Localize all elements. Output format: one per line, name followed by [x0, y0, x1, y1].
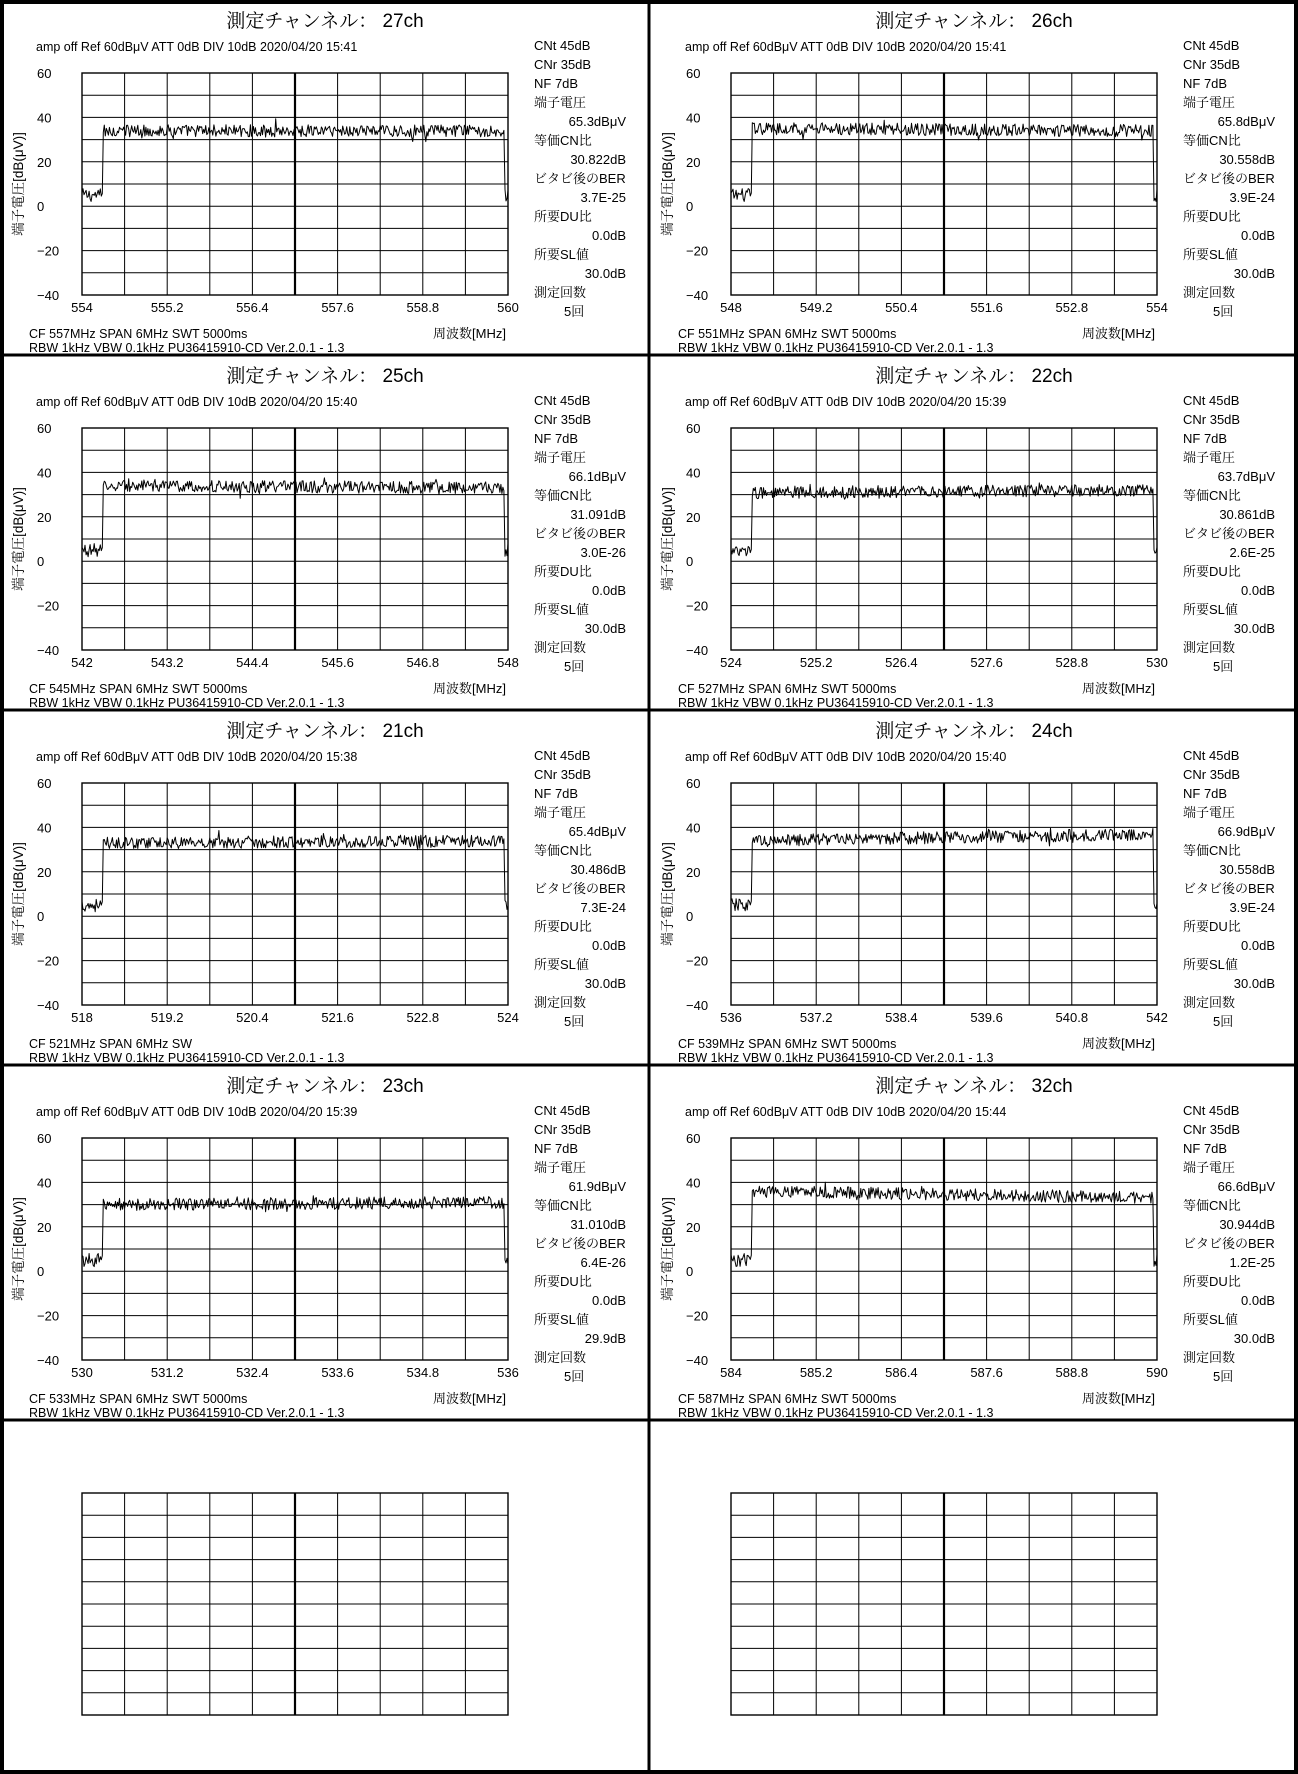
panel-27ch-count-value: 5回 [564, 304, 585, 319]
panel-23ch-y-tick: 20 [37, 1219, 52, 1235]
panel-24ch [659, 720, 1275, 1065]
panel-21ch-x-tick: 522.8 [406, 1010, 440, 1025]
panel-23ch-y-axis-label: 端子電圧[dB(μV)] [11, 1197, 26, 1301]
panel-27ch-header-settings: amp off Ref 60dBμV ATT 0dB DIV 10dB 2020/04/20 15:41 [36, 40, 358, 54]
panel-24ch-y-tick: 60 [686, 776, 701, 791]
panel-21ch-nf-label: NF 7dB [534, 786, 579, 801]
panel-24ch-header-settings: amp off Ref 60dBμV ATT 0dB DIV 10dB 2020/04/20 15:40 [685, 750, 1007, 764]
panel-23ch-cnr-label: CNr 35dB [534, 1122, 592, 1137]
panel-32ch-sl-label: 所要SL値 [1183, 1312, 1238, 1327]
panel-25ch-count-label: 測定回数 [534, 640, 587, 655]
panel-23ch-x-tick: 532.4 [236, 1365, 269, 1380]
panel-27ch-du-value: 0.0dB [592, 228, 626, 243]
panel-27ch-x-tick: 555.2 [150, 300, 184, 315]
panel-27ch-voltage-label: 端子電圧 [534, 95, 587, 110]
panel-32ch-ber-value: 1.2E-25 [1229, 1255, 1275, 1270]
panel-22ch-y-axis-label: 端子電圧[dB(μV)] [660, 487, 675, 591]
panel-23ch-nf-label: NF 7dB [534, 1141, 579, 1156]
panel-22ch-cnr-label: CNr 35dB [1183, 412, 1241, 427]
panel-25ch-du-value: 0.0dB [592, 583, 626, 598]
panel-22ch-ber-label: ビタビ後のBER [1183, 526, 1275, 541]
panel-25ch-x-tick: 546.8 [406, 655, 440, 670]
panel-22ch-cnt-label: CNt 45dB [1183, 393, 1240, 408]
panel-24ch-y-tick: 20 [686, 864, 701, 880]
panel-24ch-y-axis-label: 端子電圧[dB(μV)] [660, 842, 675, 946]
panel-25ch-du-label: 所要DU比 [534, 564, 592, 579]
panel-24ch-x-axis-label: 周波数[MHz] [1082, 1036, 1155, 1051]
panel-24ch-cn-value: 30.558dB [1219, 862, 1275, 877]
panel-32ch-y-axis-label: 端子電圧[dB(μV)] [660, 1197, 675, 1301]
panel-21ch-y-tick: 20 [37, 864, 52, 880]
panel-24ch-ber-label: ビタビ後のBER [1183, 881, 1275, 896]
panel-26ch-y-tick: 40 [686, 110, 701, 126]
panel-27ch-sl-label: 所要SL値 [534, 247, 589, 262]
panel-32ch-y-tick: 20 [686, 1219, 701, 1235]
panel-32ch-y-tick: 40 [686, 1175, 701, 1191]
panel-32ch-footer-sweep: CF 587MHz SPAN 6MHz SWT 5000ms [678, 1392, 897, 1406]
panel-32ch-cn-value: 30.944dB [1219, 1217, 1275, 1232]
panel-24ch-voltage-label: 端子電圧 [1183, 805, 1236, 820]
panel-21ch-voltage-value: 65.4dBμV [568, 824, 626, 839]
panel-25ch-count-value: 5回 [564, 659, 585, 674]
panel-26ch-x-tick: 548 [720, 300, 742, 315]
panel-32ch-x-tick: 588.8 [1055, 1365, 1089, 1380]
panel-26ch-nf-label: NF 7dB [1183, 76, 1228, 91]
panel-23ch-x-tick: 534.8 [406, 1365, 440, 1380]
panel-32ch-cn-label: 等価CN比 [1183, 1198, 1241, 1213]
panel-32ch-du-label: 所要DU比 [1183, 1274, 1241, 1289]
panel-26ch-voltage-value: 65.8dBμV [1217, 114, 1275, 129]
panel-32ch-voltage-value: 66.6dBμV [1217, 1179, 1275, 1194]
panel-24ch-y-tick: −40 [686, 998, 709, 1013]
panel-25ch-voltage-value: 66.1dBμV [568, 469, 626, 484]
panel-25ch-nf-label: NF 7dB [534, 431, 579, 446]
panel-32ch-plot-grid [731, 1138, 1157, 1360]
panel-24ch-x-tick: 540.8 [1055, 1010, 1089, 1025]
panel-24ch-x-tick: 538.4 [885, 1010, 918, 1025]
panel-23ch-cn-value: 31.010dB [570, 1217, 626, 1232]
panel-23ch-cnt-label: CNt 45dB [534, 1103, 591, 1118]
panel-22ch-du-value: 0.0dB [1241, 583, 1275, 598]
panel-27ch-count-label: 測定回数 [534, 285, 587, 300]
panel-23ch-voltage-label: 端子電圧 [534, 1160, 587, 1175]
panel-23ch-x-tick: 533.6 [321, 1365, 354, 1380]
panel-24ch-sl-label: 所要SL値 [1183, 957, 1238, 972]
panel-21ch-title: 測定チャンネル： 21ch [226, 721, 424, 742]
panel-23ch-y-tick: −40 [37, 1353, 60, 1368]
panel-26ch-du-label: 所要DU比 [1183, 209, 1241, 224]
panel-23ch [10, 1075, 626, 1420]
panel-21ch-cn-label: 等価CN比 [534, 843, 592, 858]
panel-21ch-header-settings: amp off Ref 60dBμV ATT 0dB DIV 10dB 2020/04/20 15:38 [36, 750, 358, 764]
panel-27ch-y-tick: 60 [37, 66, 52, 81]
panel-25ch-y-tick: 20 [37, 509, 52, 525]
panel-24ch-sl-value: 30.0dB [1233, 976, 1275, 991]
panel-23ch-y-tick: −20 [37, 1308, 60, 1324]
panel-23ch-x-axis-label: 周波数[MHz] [433, 1391, 506, 1406]
panel-25ch-x-axis-label: 周波数[MHz] [433, 681, 506, 696]
panel-25ch-cnr-label: CNr 35dB [534, 412, 592, 427]
panel-25ch-voltage-label: 端子電圧 [534, 450, 587, 465]
panel-23ch-x-tick: 531.2 [150, 1365, 184, 1380]
panel-32ch-sl-value: 30.0dB [1233, 1331, 1275, 1346]
panel-26ch-x-axis-label: 周波数[MHz] [1082, 326, 1155, 341]
panel-32ch-footer-version: RBW 1kHz VBW 0.1kHz PU36415910-CD Ver.2.0.1 - 1.3 [678, 1406, 994, 1420]
panel-27ch-y-tick: −20 [37, 243, 60, 259]
panel-23ch-title: 測定チャンネル： 23ch [226, 1076, 424, 1097]
panel-27ch-cn-label: 等価CN比 [534, 133, 592, 148]
panel-32ch-ber-label: ビタビ後のBER [1183, 1236, 1275, 1251]
panel-32ch-y-tick: 60 [686, 1131, 701, 1146]
panel-27ch [10, 10, 626, 355]
empty-panel-left [82, 1493, 508, 1715]
panel-32ch-y-tick: 0 [686, 1264, 694, 1280]
panel-22ch-count-label: 測定回数 [1183, 640, 1236, 655]
panel-22ch-y-tick: −20 [686, 598, 709, 614]
panel-25ch-title: 測定チャンネル： 25ch [226, 366, 424, 387]
panel-26ch-ber-label: ビタビ後のBER [1183, 171, 1275, 186]
panel-27ch-footer-sweep: CF 557MHz SPAN 6MHz SWT 5000ms [29, 327, 248, 341]
panel-21ch-du-value: 0.0dB [592, 938, 626, 953]
panel-32ch-count-label: 測定回数 [1183, 1350, 1236, 1365]
panel-25ch-cn-value: 31.091dB [570, 507, 626, 522]
panel-24ch-title: 測定チャンネル： 24ch [875, 721, 1073, 742]
panel-22ch-x-tick: 525.2 [799, 655, 833, 670]
panel-22ch-sl-label: 所要SL値 [1183, 602, 1238, 617]
panel-27ch-cnt-label: CNt 45dB [534, 38, 591, 53]
panel-21ch-voltage-label: 端子電圧 [534, 805, 587, 820]
panel-32ch-x-axis-label: 周波数[MHz] [1082, 1391, 1155, 1406]
panel-26ch-x-tick: 554 [1146, 300, 1168, 315]
panel-25ch-x-tick: 543.2 [150, 655, 184, 670]
panel-22ch-x-tick: 528.8 [1055, 655, 1089, 670]
panel-24ch-voltage-value: 66.9dBμV [1217, 824, 1275, 839]
panel-26ch-cnr-label: CNr 35dB [1183, 57, 1241, 72]
panel-25ch [10, 365, 626, 710]
panel-26ch-header-settings: amp off Ref 60dBμV ATT 0dB DIV 10dB 2020/04/20 15:41 [685, 40, 1007, 54]
panel-22ch-y-tick: 60 [686, 421, 701, 436]
panel-21ch-y-tick: 60 [37, 776, 52, 791]
panel-23ch-du-value: 0.0dB [592, 1293, 626, 1308]
panel-32ch-cnt-label: CNt 45dB [1183, 1103, 1240, 1118]
panel-26ch-ber-value: 3.9E-24 [1229, 190, 1275, 205]
panel-21ch-x-tick: 520.4 [236, 1010, 269, 1025]
panel-22ch-ber-value: 2.6E-25 [1229, 545, 1275, 560]
panel-27ch-y-tick: 20 [37, 154, 52, 170]
panel-26ch-x-tick: 552.8 [1055, 300, 1089, 315]
panel-27ch-title: 測定チャンネル： 27ch [226, 11, 424, 32]
panel-27ch-footer-version: RBW 1kHz VBW 0.1kHz PU36415910-CD Ver.2.0.1 - 1.3 [29, 341, 345, 355]
panel-27ch-cn-value: 30.822dB [570, 152, 626, 167]
panel-26ch-sl-label: 所要SL値 [1183, 247, 1238, 262]
panel-23ch-x-tick: 536 [497, 1365, 519, 1380]
panel-26ch-du-value: 0.0dB [1241, 228, 1275, 243]
panel-22ch-voltage-value: 63.7dBμV [1217, 469, 1275, 484]
panel-32ch-nf-label: NF 7dB [1183, 1141, 1228, 1156]
panel-24ch-cnt-label: CNt 45dB [1183, 748, 1240, 763]
panel-25ch-y-tick: 0 [37, 554, 45, 570]
panel-22ch-x-axis-label: 周波数[MHz] [1082, 681, 1155, 696]
panel-21ch-footer-sweep: CF 521MHz SPAN 6MHz SW [29, 1037, 192, 1051]
panel-26ch-plot-grid [731, 73, 1157, 295]
panel-32ch-x-tick: 586.4 [885, 1365, 918, 1380]
panel-23ch-ber-label: ビタビ後のBER [534, 1236, 626, 1251]
panel-32ch-cnr-label: CNr 35dB [1183, 1122, 1241, 1137]
panel-27ch-nf-label: NF 7dB [534, 76, 579, 91]
panel-26ch-x-tick: 551.6 [970, 300, 1003, 315]
panel-26ch-voltage-label: 端子電圧 [1183, 95, 1236, 110]
panel-21ch-cn-value: 30.486dB [570, 862, 626, 877]
panel-25ch-ber-value: 3.0E-26 [580, 545, 626, 560]
panel-25ch-x-tick: 548 [497, 655, 519, 670]
panel-26ch-y-axis-label: 端子電圧[dB(μV)] [660, 132, 675, 236]
panel-21ch-y-tick: 0 [37, 909, 45, 925]
panel-26ch-count-value: 5回 [1213, 304, 1234, 319]
panel-21ch-du-label: 所要DU比 [534, 919, 592, 934]
panel-23ch-footer-version: RBW 1kHz VBW 0.1kHz PU36415910-CD Ver.2.0.1 - 1.3 [29, 1406, 345, 1420]
panel-26ch-y-tick: −20 [686, 243, 709, 259]
panel-21ch-y-axis-label: 端子電圧[dB(μV)] [11, 842, 26, 946]
panel-23ch-sl-label: 所要SL値 [534, 1312, 589, 1327]
panel-32ch-header-settings: amp off Ref 60dBμV ATT 0dB DIV 10dB 2020/04/20 15:44 [685, 1105, 1007, 1119]
panel-26ch-sl-value: 30.0dB [1233, 266, 1275, 281]
panel-25ch-y-axis-label: 端子電圧[dB(μV)] [11, 487, 26, 591]
panel-25ch-sl-value: 30.0dB [584, 621, 626, 636]
panel-27ch-plot-grid [82, 73, 508, 295]
panel-32ch-x-tick: 584 [720, 1365, 742, 1380]
panel-27ch-ber-label: ビタビ後のBER [534, 171, 626, 186]
panel-23ch-footer-sweep: CF 533MHz SPAN 6MHz SWT 5000ms [29, 1392, 248, 1406]
panel-27ch-y-tick: 0 [37, 199, 45, 215]
panel-24ch-y-tick: 40 [686, 820, 701, 836]
panel-27ch-y-tick: 40 [37, 110, 52, 126]
panel-21ch-count-value: 5回 [564, 1014, 585, 1029]
panel-22ch-voltage-label: 端子電圧 [1183, 450, 1236, 465]
panel-23ch-count-value: 5回 [564, 1369, 585, 1384]
panel-24ch-nf-label: NF 7dB [1183, 786, 1228, 801]
panel-25ch-y-tick: 60 [37, 421, 52, 436]
panel-23ch-ber-value: 6.4E-26 [580, 1255, 626, 1270]
panel-22ch-y-tick: −40 [686, 643, 709, 658]
panel-25ch-y-tick: −40 [37, 643, 60, 658]
panel-26ch-y-tick: 60 [686, 66, 701, 81]
panel-27ch-voltage-value: 65.3dBμV [568, 114, 626, 129]
panel-22ch-sl-value: 30.0dB [1233, 621, 1275, 636]
panel-21ch-plot-grid [82, 783, 508, 1005]
panel-21ch-cnr-label: CNr 35dB [534, 767, 592, 782]
panel-24ch-x-tick: 542 [1146, 1010, 1168, 1025]
panel-23ch-sl-value: 29.9dB [584, 1331, 626, 1346]
panel-24ch-ber-value: 3.9E-24 [1229, 900, 1275, 915]
panel-24ch-plot-grid [731, 783, 1157, 1005]
panel-32ch-count-value: 5回 [1213, 1369, 1234, 1384]
panel-24ch-footer-sweep: CF 539MHz SPAN 6MHz SWT 5000ms [678, 1037, 897, 1051]
panel-22ch-count-value: 5回 [1213, 659, 1234, 674]
panel-22ch-footer-sweep: CF 527MHz SPAN 6MHz SWT 5000ms [678, 682, 897, 696]
panel-27ch-cnr-label: CNr 35dB [534, 57, 592, 72]
panel-21ch-footer-version: RBW 1kHz VBW 0.1kHz PU36415910-CD Ver.2.0.1 - 1.3 [29, 1051, 345, 1065]
panel-24ch-du-value: 0.0dB [1241, 938, 1275, 953]
panel-32ch-x-tick: 590 [1146, 1365, 1168, 1380]
panel-26ch-cnt-label: CNt 45dB [1183, 38, 1240, 53]
panel-27ch-x-tick: 557.6 [321, 300, 354, 315]
panel-22ch-x-tick: 524 [720, 655, 742, 670]
panel-24ch-x-tick: 537.2 [799, 1010, 833, 1025]
panel-27ch-ber-value: 3.7E-25 [580, 190, 626, 205]
panel-26ch-footer-sweep: CF 551MHz SPAN 6MHz SWT 5000ms [678, 327, 897, 341]
panel-21ch-x-tick: 519.2 [150, 1010, 184, 1025]
panel-24ch-count-label: 測定回数 [1183, 995, 1236, 1010]
panel-23ch-count-label: 測定回数 [534, 1350, 587, 1365]
panel-22ch-y-tick: 40 [686, 465, 701, 481]
panel-25ch-x-tick: 545.6 [321, 655, 354, 670]
panel-21ch-cnt-label: CNt 45dB [534, 748, 591, 763]
panel-26ch-y-tick: 20 [686, 154, 701, 170]
panel-21ch-ber-label: ビタビ後のBER [534, 881, 626, 896]
panel-25ch-x-tick: 544.4 [236, 655, 269, 670]
panel-25ch-y-tick: −20 [37, 598, 60, 614]
panel-21ch-x-tick: 518 [71, 1010, 93, 1025]
panel-22ch-x-tick: 526.4 [885, 655, 918, 670]
panel-32ch-y-tick: −20 [686, 1308, 709, 1324]
panel-23ch-cn-label: 等価CN比 [534, 1198, 592, 1213]
panel-32ch [659, 1075, 1275, 1420]
panel-23ch-header-settings: amp off Ref 60dBμV ATT 0dB DIV 10dB 2020/04/20 15:39 [36, 1105, 358, 1119]
panel-26ch-cn-label: 等価CN比 [1183, 133, 1241, 148]
panel-23ch-y-tick: 40 [37, 1175, 52, 1191]
panel-27ch-x-tick: 556.4 [236, 300, 269, 315]
panel-24ch-du-label: 所要DU比 [1183, 919, 1241, 934]
panel-26ch-count-label: 測定回数 [1183, 285, 1236, 300]
panel-22ch-nf-label: NF 7dB [1183, 431, 1228, 446]
panel-22ch-title: 測定チャンネル： 22ch [875, 366, 1073, 387]
empty-panel-left-plot-grid [82, 1493, 508, 1715]
panel-21ch-y-tick: −40 [37, 998, 60, 1013]
panel-21ch-count-label: 測定回数 [534, 995, 587, 1010]
panel-24ch-count-value: 5回 [1213, 1014, 1234, 1029]
panel-24ch-y-tick: 0 [686, 909, 694, 925]
panel-25ch-plot-grid [82, 428, 508, 650]
panel-26ch-y-tick: 0 [686, 199, 694, 215]
panel-23ch-voltage-value: 61.9dBμV [568, 1179, 626, 1194]
panel-23ch-du-label: 所要DU比 [534, 1274, 592, 1289]
panel-25ch-x-tick: 542 [71, 655, 93, 670]
panel-21ch-x-tick: 524 [497, 1010, 519, 1025]
panel-22ch-header-settings: amp off Ref 60dBμV ATT 0dB DIV 10dB 2020/04/20 15:39 [685, 395, 1007, 409]
panel-27ch-x-tick: 558.8 [406, 300, 440, 315]
panel-22ch-y-tick: 20 [686, 509, 701, 525]
panel-27ch-y-tick: −40 [37, 288, 60, 303]
panel-22ch-du-label: 所要DU比 [1183, 564, 1241, 579]
panel-25ch-footer-sweep: CF 545MHz SPAN 6MHz SWT 5000ms [29, 682, 248, 696]
panel-24ch-cnr-label: CNr 35dB [1183, 767, 1241, 782]
panel-24ch-cn-label: 等価CN比 [1183, 843, 1241, 858]
panel-25ch-cnt-label: CNt 45dB [534, 393, 591, 408]
panel-22ch-x-tick: 530 [1146, 655, 1168, 670]
panel-26ch [659, 10, 1275, 355]
empty-panel-right [731, 1493, 1157, 1715]
panel-25ch-cn-label: 等価CN比 [534, 488, 592, 503]
panel-25ch-sl-label: 所要SL値 [534, 602, 589, 617]
panel-32ch-x-tick: 587.6 [970, 1365, 1003, 1380]
panel-24ch-y-tick: −20 [686, 953, 709, 969]
panel-27ch-x-axis-label: 周波数[MHz] [433, 326, 506, 341]
panel-32ch-x-tick: 585.2 [799, 1365, 833, 1380]
panel-22ch-cn-label: 等価CN比 [1183, 488, 1241, 503]
panel-32ch-title: 測定チャンネル： 32ch [875, 1076, 1073, 1097]
panel-22ch-y-tick: 0 [686, 554, 694, 570]
panel-26ch-x-tick: 549.2 [799, 300, 833, 315]
panel-22ch [659, 365, 1275, 710]
panel-26ch-footer-version: RBW 1kHz VBW 0.1kHz PU36415910-CD Ver.2.0.1 - 1.3 [678, 341, 994, 355]
panel-32ch-y-tick: −40 [686, 1353, 709, 1368]
empty-panel-right-plot-grid [731, 1493, 1157, 1715]
panel-21ch-y-tick: −20 [37, 953, 60, 969]
panel-22ch-footer-version: RBW 1kHz VBW 0.1kHz PU36415910-CD Ver.2.0.1 - 1.3 [678, 696, 994, 710]
panel-23ch-y-tick: 0 [37, 1264, 45, 1280]
panel-21ch-sl-value: 30.0dB [584, 976, 626, 991]
panel-32ch-voltage-label: 端子電圧 [1183, 1160, 1236, 1175]
panel-23ch-plot-grid [82, 1138, 508, 1360]
panel-24ch-x-tick: 539.6 [970, 1010, 1003, 1025]
panel-23ch-x-tick: 530 [71, 1365, 93, 1380]
panel-25ch-footer-version: RBW 1kHz VBW 0.1kHz PU36415910-CD Ver.2.0.1 - 1.3 [29, 696, 345, 710]
panel-21ch-sl-label: 所要SL値 [534, 957, 589, 972]
panel-26ch-x-tick: 550.4 [885, 300, 918, 315]
panel-32ch-du-value: 0.0dB [1241, 1293, 1275, 1308]
panel-26ch-cn-value: 30.558dB [1219, 152, 1275, 167]
panel-21ch-x-tick: 521.6 [321, 1010, 354, 1025]
panel-25ch-header-settings: amp off Ref 60dBμV ATT 0dB DIV 10dB 2020/04/20 15:40 [36, 395, 358, 409]
panel-27ch-x-tick: 560 [497, 300, 519, 315]
panel-23ch-y-tick: 60 [37, 1131, 52, 1146]
panel-21ch [10, 720, 626, 1065]
panel-22ch-cn-value: 30.861dB [1219, 507, 1275, 522]
panel-22ch-plot-grid [731, 428, 1157, 650]
panel-26ch-title: 測定チャンネル： 26ch [875, 11, 1073, 32]
panel-27ch-du-label: 所要DU比 [534, 209, 592, 224]
panel-25ch-y-tick: 40 [37, 465, 52, 481]
panel-27ch-sl-value: 30.0dB [584, 266, 626, 281]
panel-27ch-x-tick: 554 [71, 300, 93, 315]
panel-27ch-y-axis-label: 端子電圧[dB(μV)] [11, 132, 26, 236]
panel-24ch-x-tick: 536 [720, 1010, 742, 1025]
panel-26ch-y-tick: −40 [686, 288, 709, 303]
panel-21ch-y-tick: 40 [37, 820, 52, 836]
panel-25ch-ber-label: ビタビ後のBER [534, 526, 626, 541]
panel-21ch-ber-value: 7.3E-24 [580, 900, 626, 915]
panel-22ch-x-tick: 527.6 [970, 655, 1003, 670]
panel-24ch-footer-version: RBW 1kHz VBW 0.1kHz PU36415910-CD Ver.2.0.1 - 1.3 [678, 1051, 994, 1065]
